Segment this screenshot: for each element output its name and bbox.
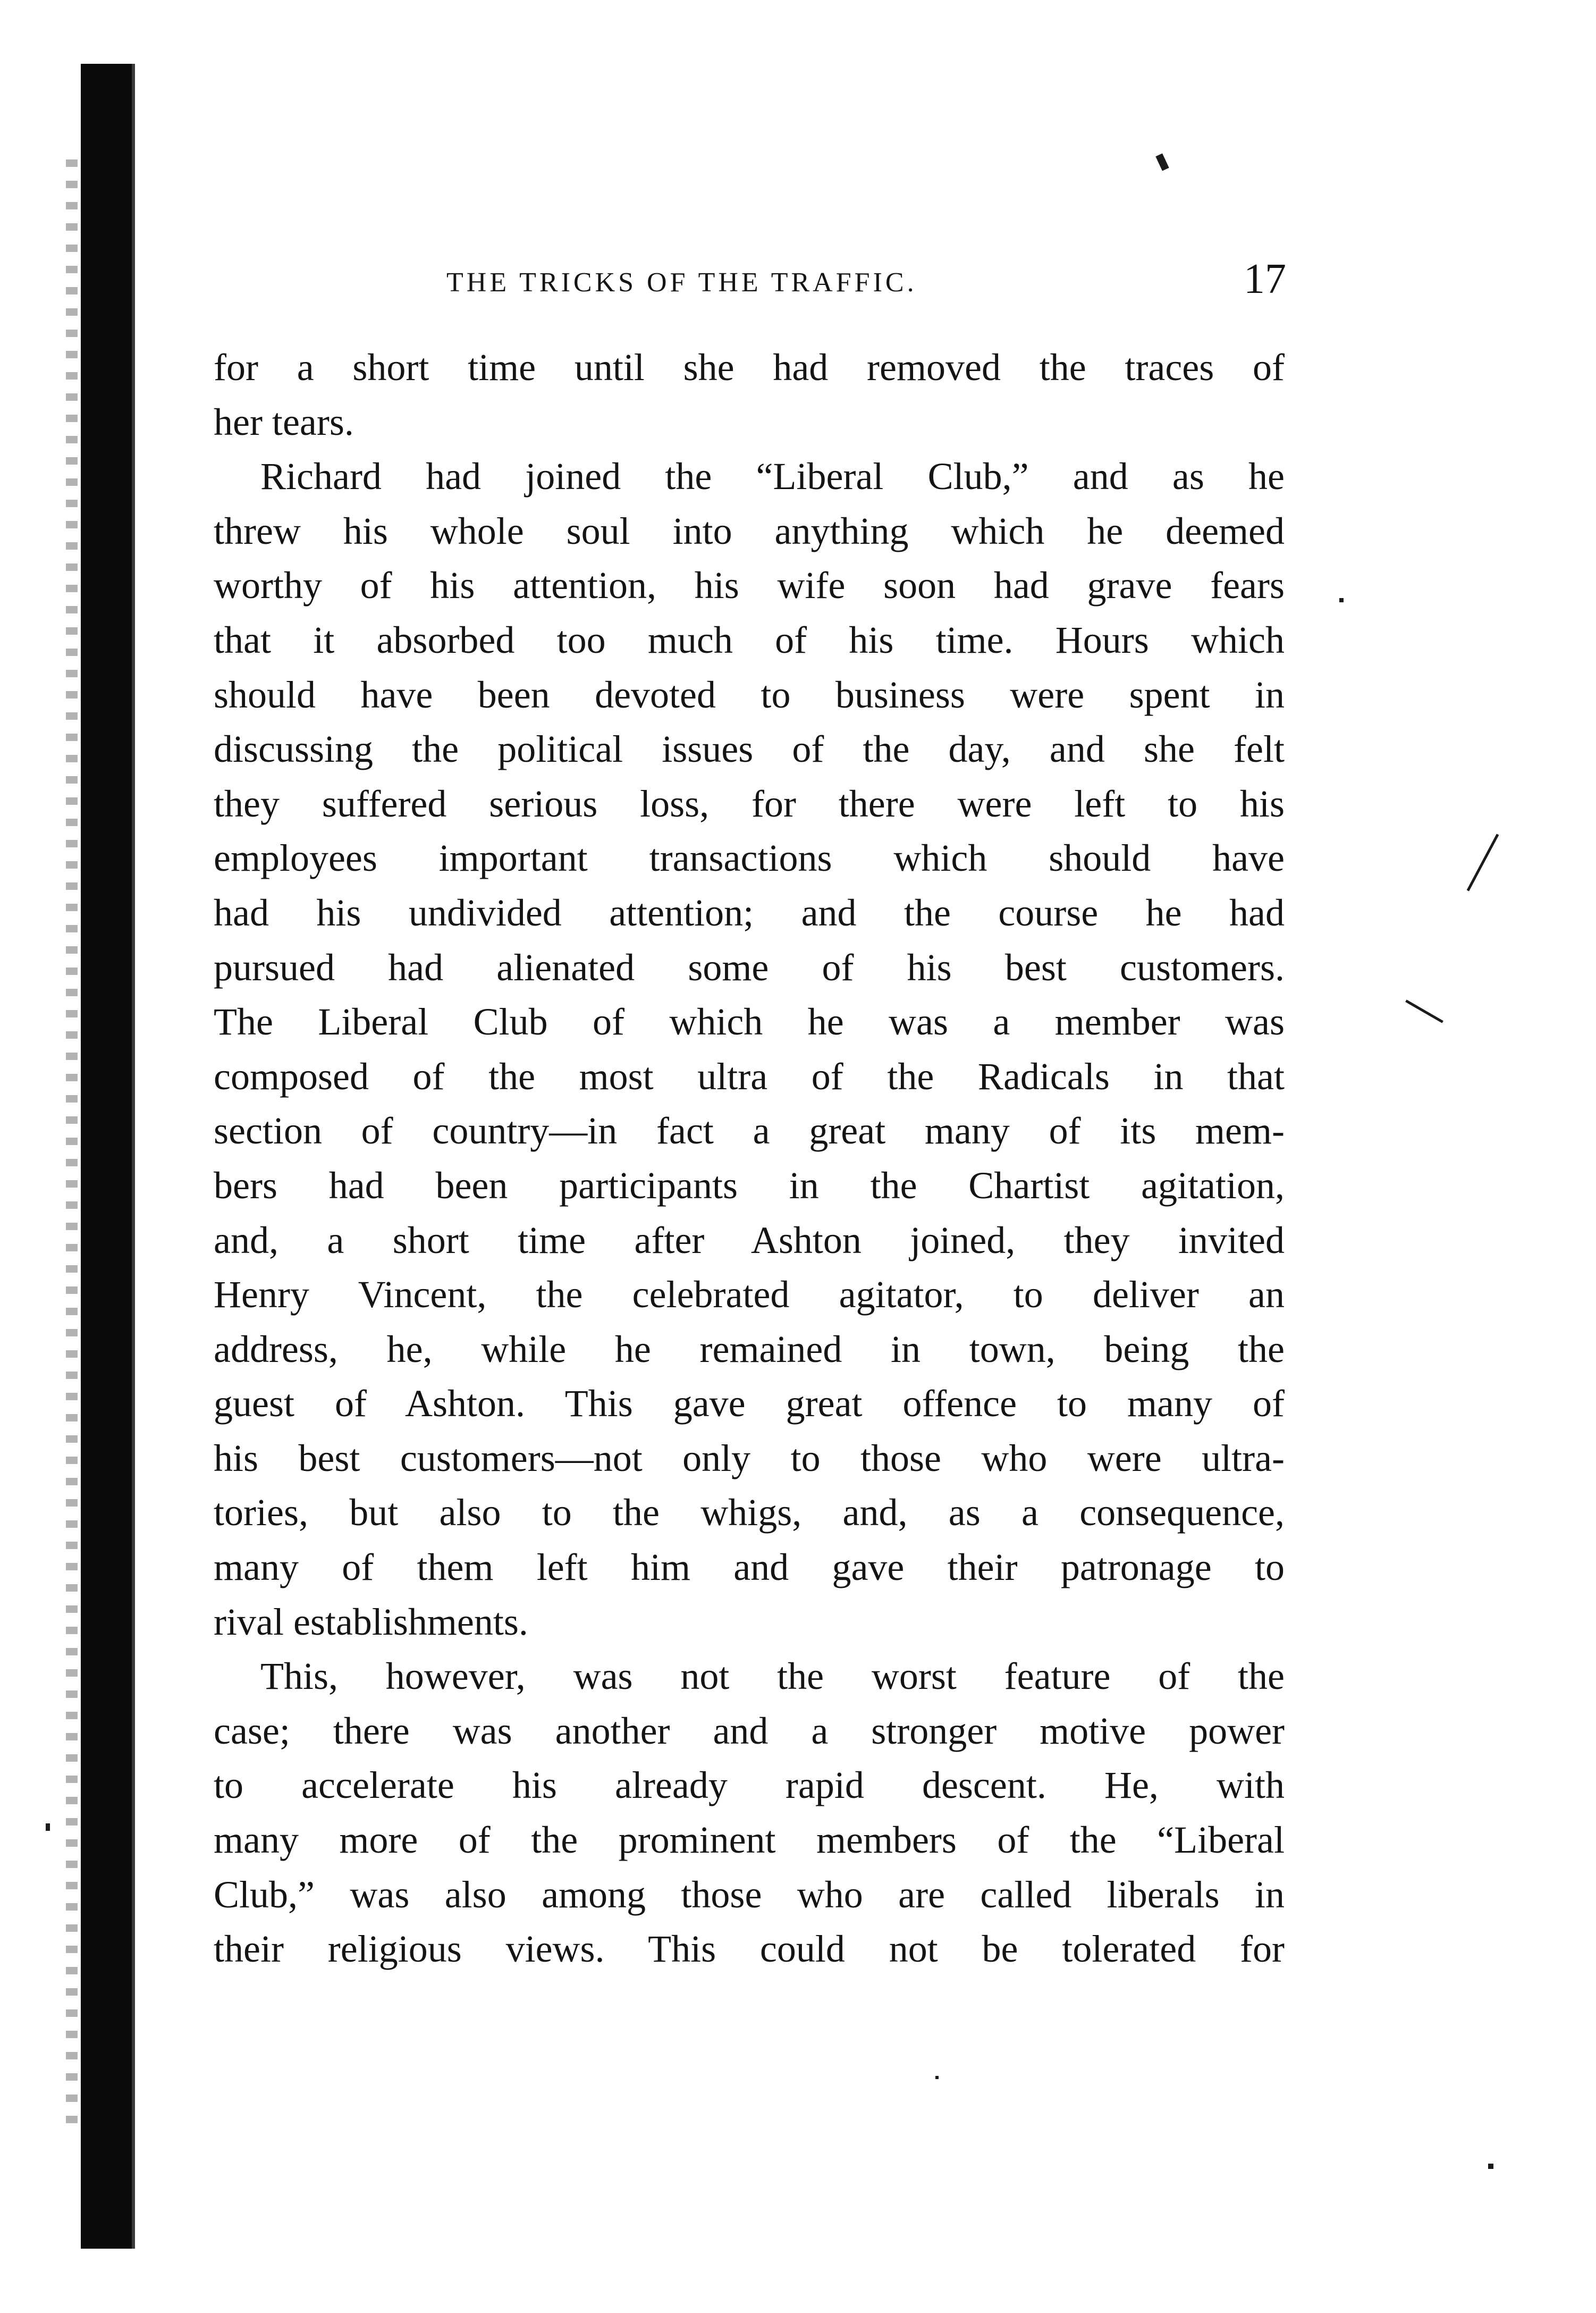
text-line: they suffered serious loss, for there were left to his xyxy=(214,782,1285,825)
text-line: many of them left him and gave their patronage to xyxy=(214,1546,1285,1589)
text-line: threw his whole soul into anything which he deemed xyxy=(214,509,1285,552)
text-line: Richard had joined the “Liberal Club,” and as he xyxy=(260,455,1285,498)
text-line: should have been devoted to business were spent in xyxy=(214,673,1285,716)
text-line: section of country—in fact a great many of its mem- xyxy=(214,1109,1285,1153)
text-line: The Liberal Club of which he was a member was xyxy=(214,1000,1285,1044)
text-line: that it absorbed too much of his time. Hours which xyxy=(214,618,1285,661)
text-line: case; there was another and a stronger motive power xyxy=(214,1709,1285,1752)
text-line: for a short time until she had removed the traces of xyxy=(214,346,1285,389)
text-line: worthy of his attention, his wife soon had grave fears xyxy=(214,564,1285,607)
text-line: to accelerate his already rapid descent. He, with xyxy=(214,1764,1285,1807)
pen-mark xyxy=(1405,999,1443,1023)
scan-speck xyxy=(46,1823,50,1831)
text-line: Club,” was also among those who are called liberals in xyxy=(214,1873,1285,1916)
text-line: discussing the political issues of the day, and she felt xyxy=(214,728,1285,771)
text-line: their religious views. This could not be tolerated for xyxy=(214,1928,1285,1971)
pen-mark xyxy=(1467,834,1499,891)
text-line: and, a short time after Ashton joined, they invited xyxy=(214,1218,1285,1261)
text-line: composed of the most ultra of the Radicals in that xyxy=(214,1055,1285,1098)
scan-speck xyxy=(935,2076,939,2079)
text-line: guest of Ashton. This gave great offence to many of xyxy=(214,1382,1285,1425)
page-number: 17 xyxy=(1244,256,1286,302)
text-line: address, he, while he remained in town, being the xyxy=(214,1327,1285,1370)
text-line: many more of the prominent members of the “Liberal xyxy=(214,1819,1285,1862)
running-head xyxy=(213,255,1286,314)
scan-speck xyxy=(1339,598,1344,602)
scan-speck xyxy=(1155,153,1169,171)
text-line: This, however, was not the worst feature of the xyxy=(260,1655,1285,1698)
text-line: had his undivided attention; and the course he had xyxy=(214,891,1285,934)
text-line: tories, but also to the whigs, and, as a consequence, xyxy=(214,1491,1285,1534)
text-line: her tears. xyxy=(214,400,354,443)
text-line: pursued had alienated some of his best customers. xyxy=(214,946,1285,989)
text-line: rival establishments. xyxy=(214,1600,528,1643)
running-title: THE TRICKS OF THE TRAFFIC. xyxy=(446,267,917,298)
scan-speck xyxy=(1488,2164,1493,2169)
text-line: his best customers—not only to those who were ultra- xyxy=(214,1436,1285,1479)
body-text xyxy=(214,340,1285,1976)
text-line: employees important transactions which should have xyxy=(214,837,1285,880)
binding-edge xyxy=(81,64,135,2249)
text-line: bers had been participants in the Chartist agitation, xyxy=(214,1164,1285,1207)
text-line: Henry Vincent, the celebrated agitator, to deliver an xyxy=(214,1273,1285,1316)
